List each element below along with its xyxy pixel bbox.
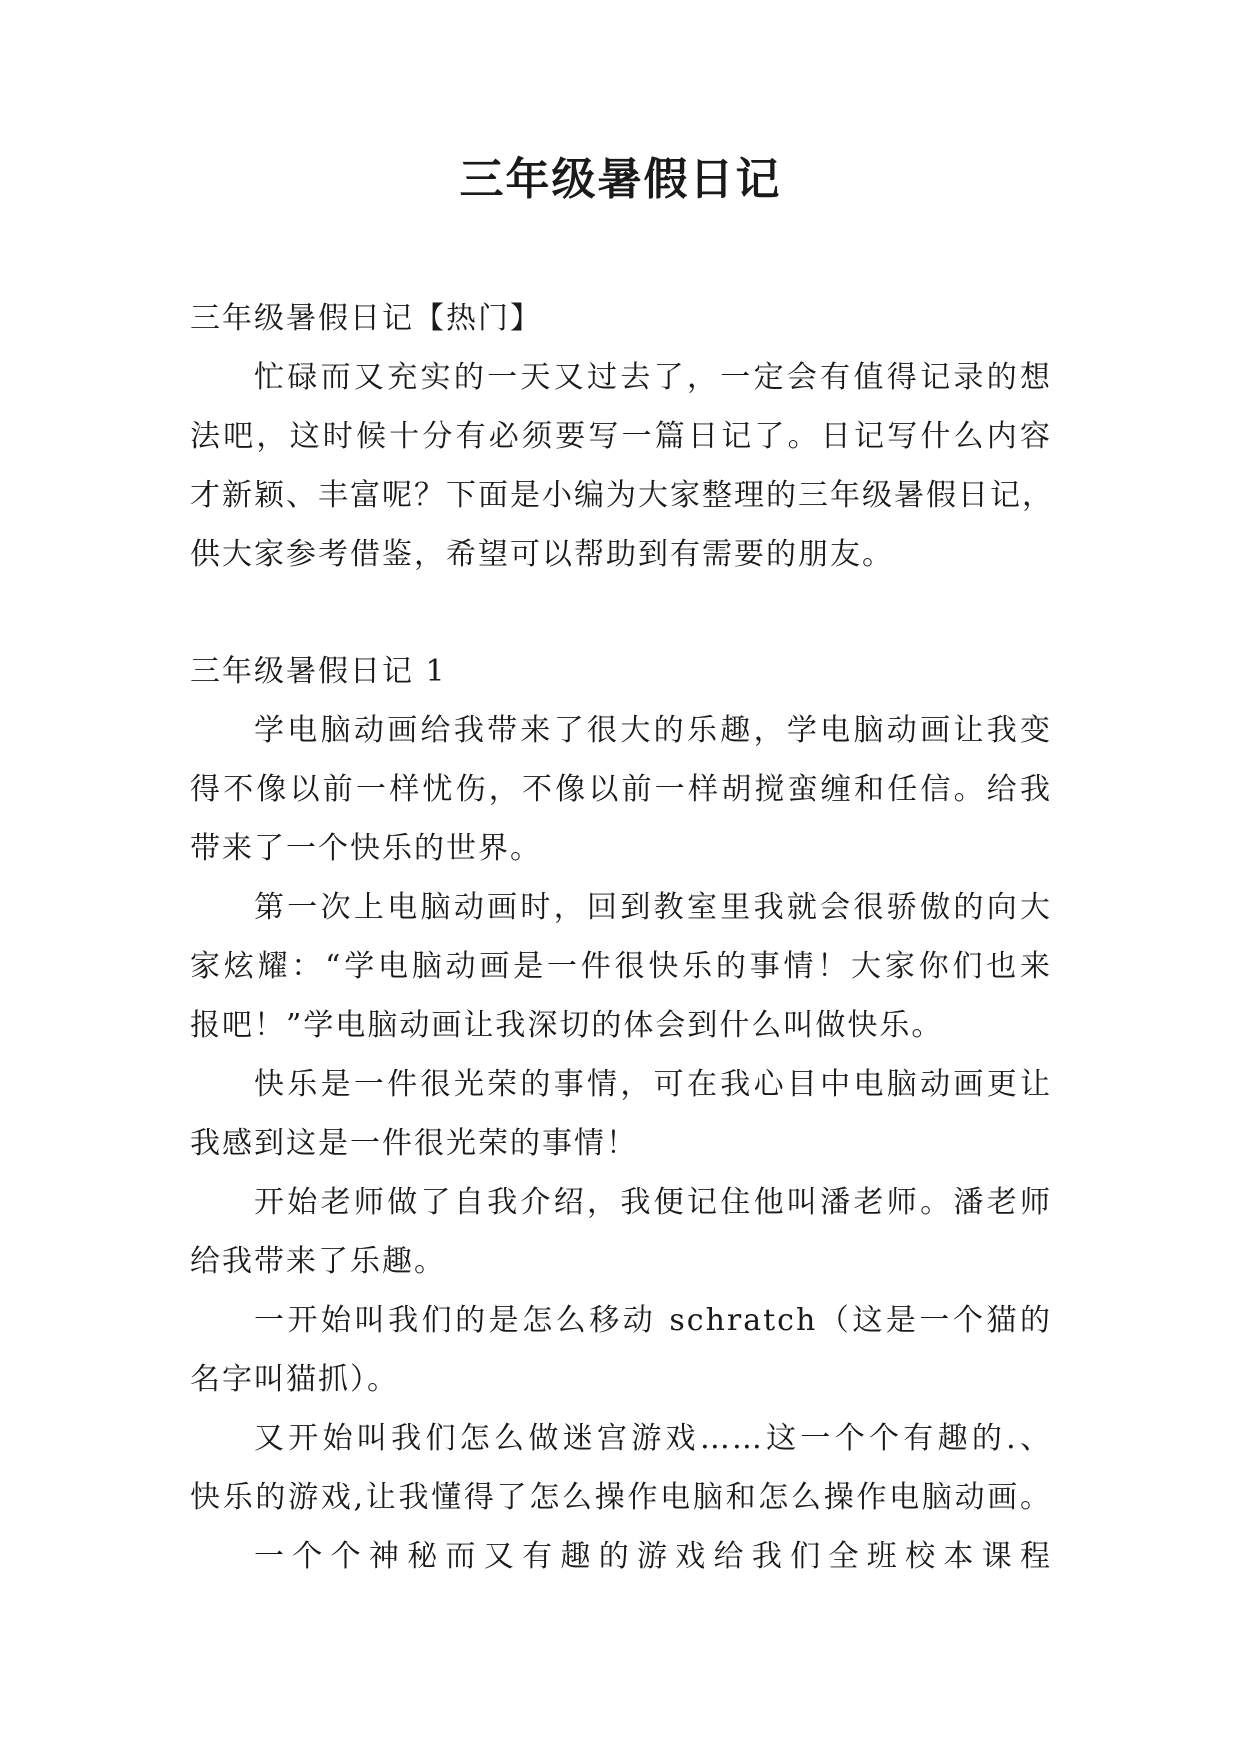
paragraph bbox=[190, 1173, 1052, 1291]
text-line: 才新颖、丰富呢？下面是小编为大家整理的三年级暑假日记， bbox=[190, 478, 1054, 513]
text-line: 带来了一个快乐的世界。 bbox=[190, 831, 542, 866]
text-line: 法吧，这时候十分有必须要写一篇日记了。日记写什么内容 bbox=[190, 419, 1052, 454]
text-line: 得不像以前一样忧伤，不像以前一样胡搅蛮缠和任信。给我 bbox=[190, 772, 1052, 807]
text-line: 开始老师做了自我介绍，我便记住他叫潘老师。潘老师 bbox=[254, 1185, 1052, 1220]
text-line: 我感到这是一件很光荣的事情！ bbox=[190, 1126, 638, 1161]
text-line: 忙碌而又充实的一天又过去了，一定会有值得记录的想 bbox=[254, 360, 1052, 395]
text-line: 供大家参考借鉴，希望可以帮助到有需要的朋友。 bbox=[190, 537, 894, 572]
text-line: 名字叫猫抓）。 bbox=[190, 1362, 399, 1397]
paragraph bbox=[190, 878, 1052, 1055]
intro-heading: 三年级暑假日记【热门】 bbox=[190, 301, 542, 336]
text-line: 又开始叫我们怎么做迷宫游戏……这一个个有趣的.、 bbox=[254, 1421, 1052, 1456]
text-line: 第一次上电脑动画时，回到教室里我就会很骄傲的向大 bbox=[254, 890, 1052, 925]
intro-paragraph bbox=[190, 348, 1052, 584]
text-line: 学电脑动画给我带来了很大的乐趣，学电脑动画让我变 bbox=[254, 713, 1052, 748]
section-gap bbox=[190, 584, 1052, 642]
text-line: 快乐的游戏,让我懂得了怎么操作电脑和怎么操作电脑动画。 bbox=[190, 1480, 1052, 1515]
paragraph bbox=[190, 1291, 1052, 1409]
text-line: 快乐是一件很光荣的事情，可在我心目中电脑动画更让 bbox=[254, 1067, 1052, 1102]
paragraph bbox=[190, 1055, 1052, 1173]
paragraph bbox=[190, 701, 1052, 878]
document-title: 三年级暑假日记 bbox=[459, 154, 782, 205]
entry-heading: 三年级暑假日记 1 bbox=[190, 654, 447, 689]
text-line: 给我带来了乐趣。 bbox=[190, 1244, 446, 1279]
text-line: 报吧！”学电脑动画让我深切的体会到什么叫做快乐。 bbox=[190, 1008, 944, 1043]
text-line: 一开始叫我们的是怎么移动 schratch（这是一个猫的 bbox=[254, 1303, 1052, 1338]
paragraph bbox=[190, 1527, 1052, 1586]
paragraph bbox=[190, 1409, 1052, 1527]
text-line: 一个个神秘而又有趣的游戏给我们全班校本课程 bbox=[254, 1539, 1052, 1574]
document-body bbox=[190, 289, 1052, 1586]
text-line: 家炫耀：“学电脑动画是一件很快乐的事情！大家你们也来 bbox=[190, 949, 1052, 984]
